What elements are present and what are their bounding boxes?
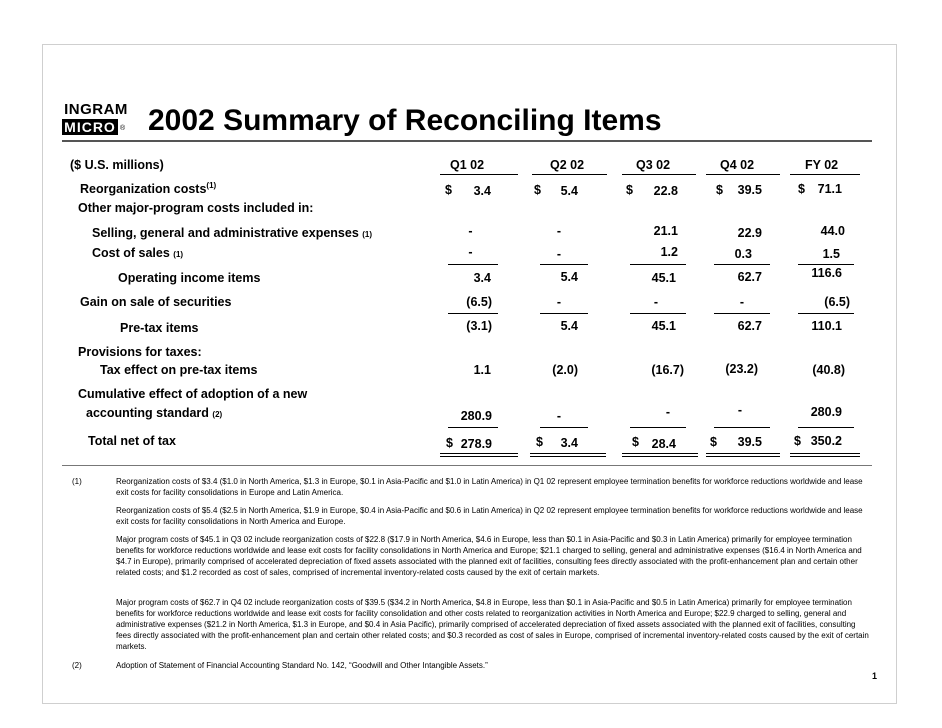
footnote-rule: [62, 465, 872, 466]
subtotal-underline: [630, 427, 686, 428]
cell-sga-q1: -: [468, 224, 473, 238]
cell-pretax-q3: 45.1: [651, 319, 676, 333]
cell-opinc-q1: 3.4: [473, 271, 491, 285]
page-title: 2002 Summary of Reconciling Items: [148, 104, 662, 137]
row-label-pre-tax-items: Pre-tax items: [120, 321, 199, 335]
dollar-sign: $: [536, 435, 543, 449]
row-label-total-net-of-tax: Total net of tax: [88, 434, 176, 448]
dollar-sign: $: [534, 183, 541, 197]
dollar-sign: $: [445, 183, 452, 197]
subtotal-underline: [448, 427, 498, 428]
subtotal-underline: [540, 264, 588, 265]
footnote-1-para-4: Major program costs of $62.7 in Q4 02 include reorganization costs of $39.5 ($34.2 in North America, $4.8 in Europe, less than $0.1 in Asia-Pacific and $0.5 in Latin America) primarily for employee termination benefits for workforce reductions worldwide and lease exit costs for facility consolidation and other costs related to reorganization activities in North America and Europe; $22.9 charged to selling, general and administrative expenses ($21.2 in North America, $1.3 in Europe, and $0.4 in Asia Pacific), primarily comprised of accelerated depreciation of fixed assets associated with the planned exit of facilities, consulting fees directly associated with the profit-enhancement plan and certain other related costs; and $0.3 recorded as cost of sales in Europe, comprised of incremental inventory-related costs caused by the exit of certain markets.: [116, 598, 869, 651]
row-label-operating-income: Operating income items: [118, 271, 261, 285]
dollar-sign: $: [626, 183, 633, 197]
row-label-other-major-program: Other major-program costs included in:: [78, 201, 314, 215]
page-number: 1: [872, 671, 878, 681]
row-label-gain-on-sale: Gain on sale of securities: [80, 295, 232, 309]
footnote-1-para-3: Major program costs of $45.1 in Q3 02 include reorganization costs of $22.8 ($17.9 in North America, $4.6 in Europe, less than $0.1 in Asia-Pacific and $0.3 in Latin America) primarily for employee termination benefits for workforce reductions worldwide and lease exit costs for facility consolidations in North America and Europe; $21.1 charged to selling, general and administrative expenses ($16.4 in North America and $4.7 in Europe), primarily comprised of accelerated depreciation of fixed assets associated with the planned exit of facilities, consulting fees directly associated with the profit-enhancement plan and certain other related costs; and $1.2 recorded as cost of sales, comprised of incremental inventory-related costs caused by the exit of certain markets.: [116, 535, 862, 577]
cell-opinc-q2: 5.4: [560, 270, 578, 284]
col-header-fy: FY 02: [805, 158, 839, 172]
cell-opinc-q4: 62.7: [737, 270, 762, 284]
cell-reorg-fy: 71.1: [817, 182, 842, 196]
col-header-q3: Q3 02: [636, 158, 671, 172]
subtotal-underline: [714, 264, 770, 265]
cell-sga-q4: 22.9: [737, 226, 762, 240]
subtotal-underline: [540, 313, 588, 314]
total-double-underline: [790, 453, 860, 457]
cell-reorg-q3: 22.8: [653, 184, 678, 198]
subtotal-underline: [630, 264, 686, 265]
total-double-underline: [706, 453, 780, 457]
subtotal-underline: [798, 313, 854, 314]
footnote-1-para-1: Reorganization costs of $3.4 ($1.0 in North America, $1.3 in Europe, $0.1 in Asia-Pacific and $1.0 in Latin America) in Q1 02 represent employee termination benefits for workforce reductions worldwide and lease exit costs for facility consolidations in Europe and Latin America.: [116, 477, 863, 497]
total-double-underline: [622, 453, 698, 457]
dollar-sign: $: [710, 435, 717, 449]
total-double-underline: [440, 453, 518, 457]
col-header-q1: Q1 02: [450, 158, 485, 172]
cell-gain-fy: (6.5): [824, 295, 850, 309]
cell-cum-q2: -: [556, 409, 562, 423]
subtotal-underline: [540, 427, 588, 428]
header-underline: [706, 174, 780, 175]
logo-registered: ®: [120, 125, 126, 132]
cell-taxeff-q1: 1.1: [473, 363, 491, 377]
cell-cos-q4: 0.3: [734, 247, 752, 261]
row-label-provisions: Provisions for taxes:: [78, 345, 202, 359]
subtotal-underline: [798, 427, 854, 428]
subtotal-underline: [714, 313, 770, 314]
dollar-sign: $: [794, 434, 801, 448]
footnote-2-para-1: Adoption of Statement of Financial Accounting Standard No. 142, “Goodwill and Other Intangible Assets.”: [116, 661, 488, 670]
cell-total-q2: 3.4: [560, 436, 578, 450]
col-header-q4: Q4 02: [720, 158, 755, 172]
cell-gain-q2: -: [556, 295, 562, 309]
cell-gain-q3: -: [653, 295, 659, 309]
footnote-number-1: (1): [72, 477, 82, 486]
cell-total-fy: 350.2: [810, 434, 842, 448]
cell-taxeff-q3: (16.7): [651, 363, 684, 377]
row-label-accounting-standard: accounting standard (2): [86, 406, 223, 420]
dollar-sign: $: [798, 182, 805, 196]
cell-cum-q3: -: [665, 405, 671, 419]
cell-sga-q3: 21.1: [653, 224, 678, 238]
subtotal-underline: [448, 313, 498, 314]
cell-taxeff-q4: (23.2): [725, 362, 758, 376]
subtotal-underline: [448, 264, 498, 265]
footnote-1-para-2: Reorganization costs of $5.4 ($2.5 in North America, $1.9 in Europe, $0.4 in Asia-Pacific and $0.6 in Latin America) in Q2 02 represent employee termination benefits for workforce reductions worldwide and lease exit costs for facility consolidations in North America and Europe.: [116, 506, 863, 526]
header-underline: [532, 174, 607, 175]
cell-opinc-q3: 45.1: [651, 271, 676, 285]
cell-reorg-q4: 39.5: [737, 183, 762, 197]
header-underline: [440, 174, 518, 175]
cell-cos-q1: -: [468, 245, 473, 259]
dollar-sign: $: [446, 436, 453, 450]
header-underline: [622, 174, 696, 175]
row-label-reorganization: Reorganization costs$^{(1)}$: [80, 181, 217, 197]
cell-taxeff-q2: (2.0): [552, 363, 578, 377]
units-label: ($ U.S. millions): [70, 158, 164, 172]
cell-sga-fy: 44.0: [820, 224, 845, 238]
cell-total-q1: 278.9: [460, 437, 492, 451]
title-rule: [62, 140, 872, 142]
cell-gain-q4: -: [739, 295, 745, 309]
subtotal-underline: [714, 427, 770, 428]
logo-line1: INGRAM: [64, 101, 128, 118]
footnote-number-2: (2): [72, 661, 82, 670]
cell-pretax-fy: 110.1: [811, 319, 842, 333]
cell-taxeff-fy: (40.8): [812, 363, 845, 377]
cell-opinc-fy: 116.6: [811, 266, 842, 280]
cell-gain-q1: (6.5): [466, 295, 492, 309]
cell-cum-q4: -: [737, 403, 743, 417]
cell-pretax-q4: 62.7: [737, 319, 762, 333]
dollar-sign: $: [716, 183, 723, 197]
cell-pretax-q2: 5.4: [560, 319, 578, 333]
row-label-tax-effect: Tax effect on pre-tax items: [100, 363, 258, 377]
cell-sga-q2: -: [556, 224, 562, 238]
row-label-cumulative-effect: Cumulative effect of adoption of a new: [78, 387, 308, 401]
dollar-sign: $: [632, 435, 639, 449]
cell-cos-q2: -: [556, 247, 562, 261]
header-underline: [790, 174, 860, 175]
col-header-q2: Q2 02: [550, 158, 585, 172]
cell-total-q3: 28.4: [651, 437, 676, 451]
cell-cum-q1: 280.9: [460, 409, 492, 423]
cell-total-q4: 39.5: [737, 435, 762, 449]
cell-cum-fy: 280.9: [810, 405, 842, 419]
subtotal-underline: [630, 313, 686, 314]
cell-cos-fy: 1.5: [822, 247, 840, 261]
row-label-sga: Selling, general and administrative expenses (1): [92, 226, 373, 240]
ingram-micro-logo: [62, 101, 130, 137]
logo-line2: MICRO: [62, 119, 118, 135]
total-double-underline: [530, 453, 606, 457]
cell-reorg-q1: 3.4: [473, 184, 491, 198]
cell-cos-q3: 1.2: [660, 245, 678, 259]
row-label-cost-of-sales: Cost of sales (1): [92, 246, 184, 260]
cell-pretax-q1: (3.1): [466, 319, 492, 333]
subtotal-underline: [798, 264, 854, 265]
cell-reorg-q2: 5.4: [560, 184, 578, 198]
